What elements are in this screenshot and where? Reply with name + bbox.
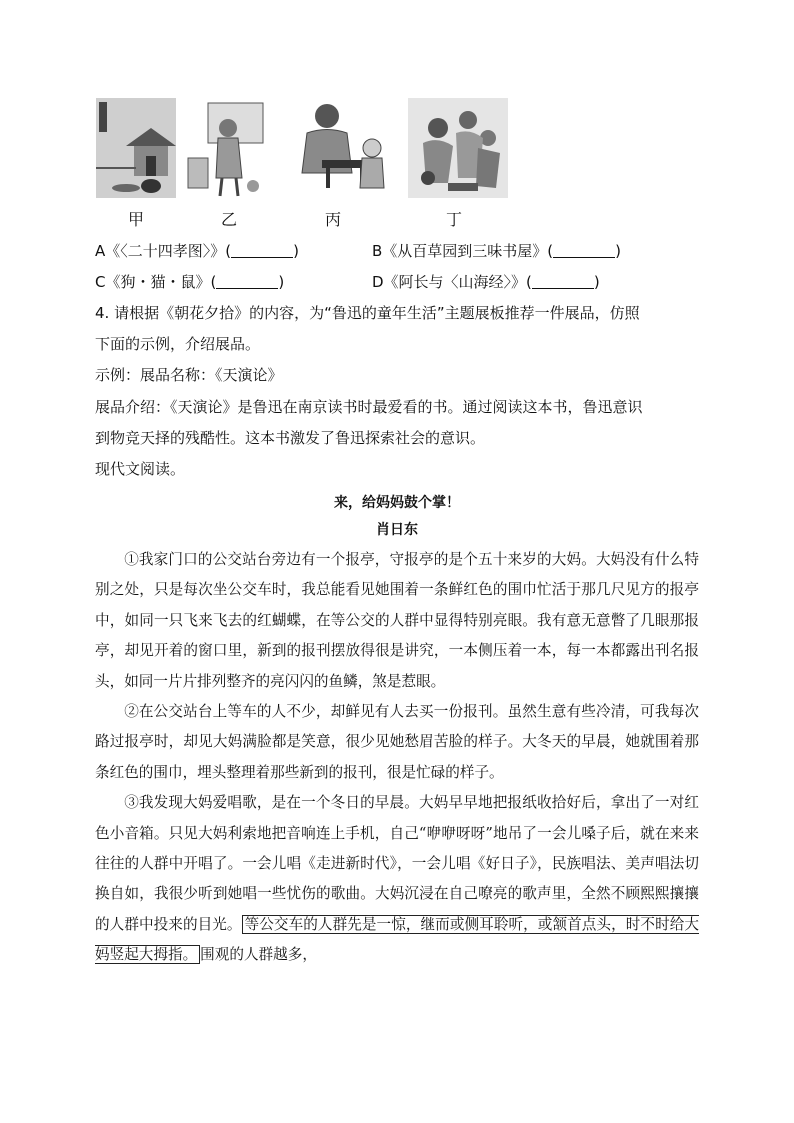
illustration-row bbox=[96, 98, 516, 198]
article-title: 来，给妈妈鼓个掌！ bbox=[334, 495, 460, 511]
answer-blank-d[interactable] bbox=[532, 274, 594, 289]
hut-painting-illustration bbox=[96, 98, 176, 198]
caption-yi: 乙 bbox=[221, 210, 238, 229]
example-intro-line-2: 到物竞天择的残酷性。这本书激发了鲁迅探索社会的意识。 bbox=[95, 429, 486, 447]
paragraph-1: ①我家门口的公交站台旁边有一个报亭，守报亭的是个五十来岁的大妈。大妈没有什么特别之处，只是每次坐公交车时，我总能看见她围着一条鲜红色的围巾忙活于那几尺见方的报亭中，如同一只飞来飞去的红蝴蝶，在等公交的人群中显得特别亮眼。我有意无意瞥了几眼那报亭，却见开着的窗口里，新到的报刊摆放得很是讲究，一本侧压着一本，每一本都露出刊名报头，如同一片片排列整齐的亮闪闪的鱼鳞，煞是惹眼。 bbox=[95, 551, 699, 690]
example-intro-line-1: 展品介绍：《天演论》是鲁迅在南京读书时最爱看的书。通过阅读这本书，鲁迅意识 bbox=[95, 398, 643, 416]
section-label: 现代文阅读。 bbox=[95, 460, 186, 478]
caption-bing: 丙 bbox=[325, 210, 342, 229]
article-author: 肖日东 bbox=[376, 522, 418, 538]
option-d-text: D《阿长与〈山海经〉》( bbox=[372, 273, 532, 291]
option-c-text: C《狗・猫・鼠》( bbox=[95, 273, 217, 291]
boxed-sentence: 等公交车的人群先是一惊，继而或侧耳聆听，或颔首点头，时不时给大妈竖起大拇指。 bbox=[95, 915, 699, 964]
example-name: 示例：展品名称：《天演论》 bbox=[95, 366, 283, 384]
option-c: C《狗・猫・鼠》( ) bbox=[95, 273, 285, 291]
crowd-scene-illustration bbox=[408, 98, 508, 198]
caption-ding: 丁 bbox=[446, 210, 463, 229]
article-body bbox=[95, 545, 699, 971]
paragraph-3-text: ③我发现大妈爱唱歌，是在一个冬日的早晨。大妈早早地把报纸收拾好后，拿出了一对红色小音箱。只见大妈利索地把音响连上手机，自己“咿咿呀呀”地吊了一会儿嗓子后，就在来来往往的人群中开唱了。一会儿唱《走进新时代》，一会儿唱《好日子》，民族唱法、美声唱法切换自如，我很少听到她唱一些忧伤的歌曲。大妈沉浸在自己嘹亮的歌声里，全然不顾熙熙攘攘的人群中投来的目光。 bbox=[95, 794, 699, 933]
woman-and-child-illustration bbox=[292, 98, 392, 198]
option-d: D《阿长与〈山海经〉》( ) bbox=[372, 273, 600, 291]
option-b: B《从百草园到三味书屋》( ) bbox=[372, 242, 622, 260]
boy-with-book-illustration bbox=[178, 98, 268, 198]
answer-blank-a[interactable] bbox=[231, 243, 293, 258]
question-4-line-2: 下面的示例，介绍展品。 bbox=[95, 335, 261, 353]
option-a: A《〈二十四孝图〉》( ) bbox=[95, 242, 299, 260]
option-b-text: B《从百草园到三味书屋》( bbox=[372, 242, 554, 260]
answer-blank-b[interactable] bbox=[553, 243, 615, 258]
answer-blank-c[interactable] bbox=[216, 274, 278, 289]
question-4-line-1: 4. 请根据《朝花夕拾》的内容，为“鲁迅的童年生活”主题展板推荐一件展品，仿照 bbox=[95, 304, 640, 322]
option-a-text: A《〈二十四孝图〉》( bbox=[95, 242, 232, 260]
paragraph-3 bbox=[95, 788, 699, 970]
caption-jia: 甲 bbox=[128, 210, 145, 229]
paragraph-2: ②在公交站台上等车的人不少，却鲜见有人去买一份报刊。虽然生意有些冷清，可我每次路过报亭时，却见大妈满脸都是笑意，很少见她愁眉苦脸的样子。大冬天的早晨，她就围着那条红色的围巾，埋头整理着那些新到的报刊，很是忙碌的样子。 bbox=[95, 703, 699, 781]
paragraph-3-tail: 围观的人群越多， bbox=[200, 946, 317, 964]
